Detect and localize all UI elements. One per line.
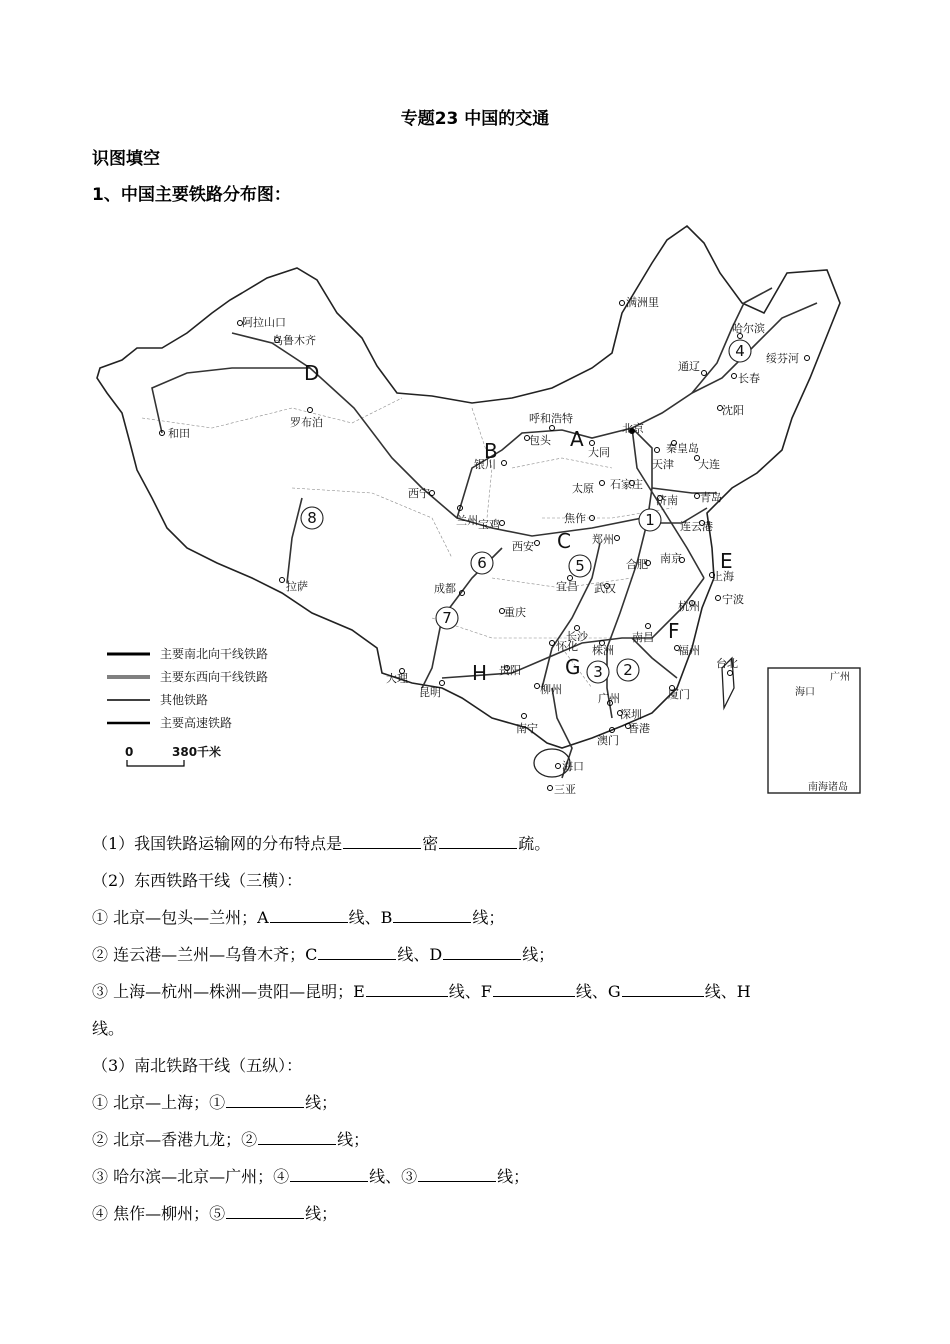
city-label: 宁波: [722, 593, 744, 606]
city-label: 宝鸡: [478, 518, 500, 531]
scale-zero: 0: [125, 745, 134, 759]
line-number: 3: [593, 663, 603, 681]
answer-blank[interactable]: [443, 944, 521, 960]
city-label: 太原: [572, 482, 594, 495]
answer-blank[interactable]: [226, 1092, 304, 1108]
city-label: 拉萨: [286, 580, 308, 593]
city-label: 天津: [652, 458, 674, 471]
question-3-4: ④ 焦作—柳州；⑤ 线；: [92, 1204, 338, 1223]
city-label: 焦作: [564, 512, 586, 525]
question-3-heading: （3）南北铁路干线（五纵）：: [92, 1056, 303, 1075]
city-label: 大同: [588, 446, 610, 459]
line-number: 4: [735, 342, 745, 360]
city-label: 乌鲁木齐: [272, 334, 316, 347]
city-label: 北京: [622, 422, 644, 435]
answer-blank[interactable]: [226, 1203, 304, 1219]
answer-blank[interactable]: [418, 1166, 496, 1182]
answer-blank[interactable]: [270, 907, 348, 923]
line-letter: C: [557, 529, 571, 553]
city-label: 连云港: [680, 520, 713, 533]
city-label: 哈尔滨: [732, 322, 765, 335]
line-number: 5: [575, 557, 585, 575]
line-number: 1: [645, 511, 655, 529]
city-label: 杭州: [678, 600, 700, 613]
line-letter: G: [565, 655, 581, 679]
city-label: 宜昌: [556, 580, 578, 593]
city-label: 广州: [598, 692, 620, 705]
question-3-3: ③ 哈尔滨—北京—广州；④ 线、③ 线；: [92, 1167, 530, 1186]
answer-blank[interactable]: [622, 981, 704, 997]
city-label: 长沙: [566, 630, 588, 643]
city-label: 香港: [628, 722, 650, 735]
legend-label: 主要南北向干线铁路: [160, 647, 269, 661]
city-label: 济南: [656, 494, 678, 507]
line-letter: H: [472, 661, 488, 685]
page-title: 专题23 中国的交通: [400, 109, 550, 129]
answer-blank[interactable]: [258, 1129, 336, 1145]
answer-blank[interactable]: [343, 833, 421, 849]
legend-label: 其他铁路: [160, 693, 209, 707]
city-label: 和田: [168, 427, 190, 440]
city-label: 包头: [529, 434, 551, 447]
city-label: 三亚: [554, 783, 576, 796]
question-2-3: ③ 上海—杭州—株洲—贵阳—昆明；E 线、F 线、G 线、H: [92, 982, 751, 1001]
city-label: 福州: [678, 644, 700, 657]
city-label: 沈阳: [722, 404, 744, 417]
section-heading: 识图填空: [92, 149, 160, 169]
question-2-2: ② 连云港—兰州—乌鲁木齐；C 线、D 线；: [92, 945, 555, 964]
city-label: 罗布泊: [290, 416, 323, 429]
city-label: 石家庄: [610, 478, 643, 491]
city-label: 上海: [712, 570, 734, 583]
answer-blank[interactable]: [493, 981, 575, 997]
answer-blank[interactable]: [318, 944, 396, 960]
city-label: 郑州: [592, 533, 614, 546]
city-label: 合肥: [626, 558, 648, 571]
city-label: 秦皇岛: [666, 442, 699, 455]
question-2-3-cont: 线。: [92, 1019, 125, 1038]
city-label: 武汉: [594, 582, 616, 595]
city-label: 大连: [698, 458, 720, 471]
legend-label: 主要东西向干线铁路: [160, 670, 269, 684]
line-letter: F: [668, 619, 680, 643]
question-2-heading: （2）东西铁路干线（三横）：: [92, 871, 303, 890]
line-letter: B: [484, 439, 498, 463]
answer-blank[interactable]: [366, 981, 448, 997]
inset-label: 海口: [795, 687, 815, 698]
answer-blank[interactable]: [290, 1166, 368, 1182]
city-label: 绥芬河: [766, 352, 799, 365]
city-label: 南宁: [516, 722, 538, 735]
city-label: 阿拉山口: [242, 316, 286, 329]
scale-distance: 380千米: [172, 745, 222, 759]
line-number: 7: [442, 609, 452, 627]
city-label: 昆明: [419, 686, 441, 699]
city-label: 重庆: [504, 606, 526, 619]
china-railway-map: [92, 218, 864, 803]
city-label: 通辽: [678, 360, 700, 373]
city-label: 柳州: [540, 683, 562, 696]
line-letter: A: [570, 427, 584, 451]
city-label: 成都: [434, 582, 456, 595]
question-3-2: ② 北京—香港九龙；② 线；: [92, 1130, 370, 1149]
inset-label: 南海诸岛: [808, 782, 848, 793]
line-number: 6: [477, 554, 487, 572]
city-label: 呼和浩特: [529, 412, 573, 425]
question-heading: 1、中国主要铁路分布图：: [92, 185, 291, 205]
city-label: 长春: [738, 372, 760, 385]
city-label: 怀化: [556, 640, 578, 653]
city-label: 南京: [660, 552, 682, 565]
line-number: 8: [307, 509, 317, 527]
answer-blank[interactable]: [393, 907, 471, 923]
city-label: 台北: [716, 657, 738, 670]
inset-label: 广州: [830, 672, 850, 683]
legend-label: 主要高速铁路: [160, 716, 233, 730]
city-label: 大理: [386, 672, 408, 685]
city-label: 满洲里: [626, 296, 659, 309]
city-label: 青岛: [700, 491, 722, 504]
city-label: 兰州: [456, 514, 478, 527]
city-label: 贵阳: [499, 664, 521, 677]
question-1: （1）我国铁路运输网的分布特点是 密 疏。: [92, 834, 551, 853]
line-number: 2: [623, 661, 633, 679]
city-label: 海口: [562, 760, 584, 773]
answer-blank[interactable]: [439, 833, 517, 849]
line-letter: D: [304, 361, 320, 385]
line-letter: E: [720, 549, 733, 573]
city-label: 西安: [512, 540, 534, 553]
question-2-1: ① 北京—包头—兰州；A 线、B 线；: [92, 908, 505, 927]
city-label: 银川: [474, 458, 496, 471]
city-label: 深圳: [620, 708, 642, 721]
question-3-1: ① 北京—上海；① 线；: [92, 1093, 338, 1112]
city-label: 株洲: [592, 644, 614, 657]
city-label: 南昌: [632, 631, 654, 644]
city-label: 澳门: [597, 734, 619, 747]
city-label: 厦门: [668, 688, 690, 701]
city-label: 西宁: [408, 487, 430, 500]
